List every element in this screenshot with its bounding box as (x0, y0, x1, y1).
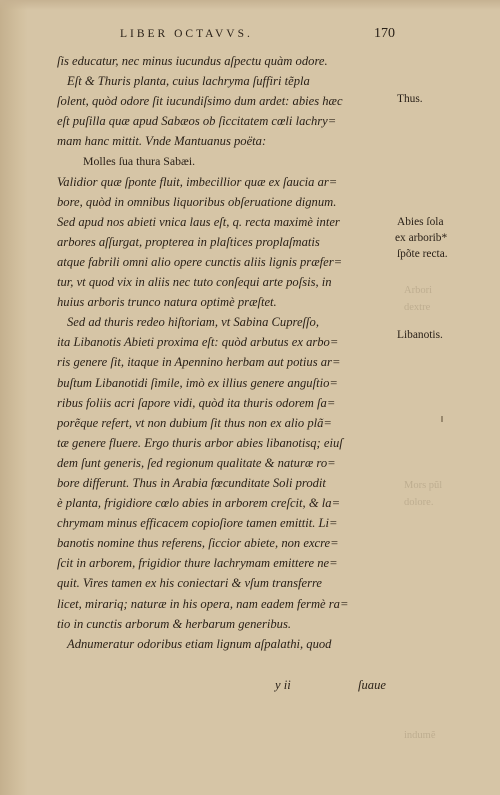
text-line: tio in cunctis arborum & herbarum generibus. (57, 616, 292, 631)
text-line: eſt puſilla quæ apud Sabæos ob ſiccitatem cœli lachry= (57, 114, 337, 129)
text-line: tur, vt quod vix in aliis nec tuto conſequi arte poſsis, in (57, 275, 332, 290)
verse-quotation: Molles ſua thura Sabæi. (83, 154, 196, 169)
running-title: LIBER OCTAVVS. (120, 28, 253, 40)
text-line: Validior quæ ſponte fluit, imbecillior quæ ex ſaucia ar= (57, 174, 338, 189)
text-line: huius arboris trunco natura optimè præſtet. (57, 295, 277, 310)
text-line: Adnumeratur odoribus etiam lignum aſpalathi, quod (67, 636, 332, 651)
text-line: Sed ad thuris redeo hiſtoriam, vt Sabina Cupreſſo, (67, 315, 319, 330)
text-line: chrymam minus efficacem copioſiore tamen emittit. Li= (57, 516, 338, 531)
text-line: bore differunt. Thus in Arabia fœcunditate Soli prodit (57, 475, 326, 490)
text-line: atque fabrili omni alio opere cunctis aliis lignis præfer= (57, 254, 343, 269)
signature-mark: y ii (275, 678, 291, 692)
text-line: arbores aſſurgat, propterea in plaſtices proplaſmatis (57, 234, 320, 249)
ink-mark (441, 416, 443, 422)
text-line: ita Libanotis Abieti proxima eſt: quòd arbutus ex arbo= (57, 335, 339, 350)
text-line: Eſt & Thuris planta, cuius lachryma ſuffiri tẽpla (67, 74, 310, 89)
text-line: ris genere ſit, itaque in Apennino herbam aut potius ar= (57, 355, 341, 370)
page-number: 170 (374, 26, 395, 41)
text-line: ſolent, quòd odore ſit iucundiſsimo dum ardet: abies hæc (57, 94, 343, 109)
text-line: ſcit in arborem, frigidior thure lachrymam emittere ne= (57, 556, 338, 571)
page-header (0, 28, 500, 44)
catchword: ſuaue (358, 678, 386, 692)
text-line: quit. Vires tamen ex his coniectari & vſum transferre (57, 576, 323, 591)
margin-note-libanotis: Libanotis. (397, 329, 443, 341)
text-line: ribus foliis acri ſapore vidi, quòd ita thuris odorem ſa= (57, 395, 336, 410)
text-line: banotis nomine thus referens, ſiccior abiete, non excre= (57, 536, 339, 551)
margin-note-abies: Abies ſola (397, 216, 444, 228)
text-line: bore, quòd in omnibus liquoribus obſeruatione dignum. (57, 194, 337, 209)
text-line: è planta, frigidiore cœlo abies in arborem creſcit, & la= (57, 496, 341, 511)
margin-note-abies: ſpõte recta. (397, 248, 448, 260)
text-line: licet, mirariq; naturæ in his opera, nam eadem fermè ra= (57, 596, 349, 611)
book-page: LIBER OCTAVVS. 170 ſis educatur, nec minus iucundus aſpectu quàm odore. Eſt & Thuris planta, cuius lachryma ſuffiri tẽpla ſolent, quòd odore ſit iucundiſsimo dum ardet: abies hæc eſt puſilla quæ apud Sabæos ob ſiccitatem cœli lachry= mam hanc mittit. Vnde Mantuanus poëta: Molles ſua thura Sabæi. Validior quæ ſponte fluit, imbecillior quæ ex ſaucia ar= bore, quòd in omnibus liquoribus obſeruatione dignum. Sed apud nos abieti vnica laus eſt, q. recta maximè inter arbores aſſurgat, propterea in plaſtices proplaſmatis atque fabrili omni alio opere cunctis aliis lignis præfer= tur, vt quod vix in aliis nec tuto conſequi arte poſsis, in huius arboris trunco natura optimè præſtet. Sed ad thuris redeo hiſtoriam, vt Sabina Cupreſſo, ita Libanotis Abieti proxima eſt: quòd arbutus ex arbo= ris genere ſit, itaque in Apennino herbam aut potius ar= buſtum Libanotidi ſimile, imò ex illius genere anguſtio= ribus foliis acri ſapore vidi, quòd ita thuris odorem ſa= porẽque refert, vt non dubium ſit thus non ex alio plã= tæ genere fluere. Ergo thuris arbor abies libanotisq; eiuſ dem ſunt generis, ſed regionum qualitate & naturæ ro= bore differunt. Thus in Arabia fœcunditate Soli prodit è planta, frigidiore cœlo abies in arborem creſcit, & la= chrymam minus efficacem copioſiore tamen emittit. Li= banotis nomine thus referens, ſiccior abiete, non excre= ſcit in arborem, frigidior thure lachrymam emittere ne= quit. Vires tamen ex his coniectari & vſum transferre licet, mirariq; naturæ in his opera, nam eadem fermè ra= tio in cunctis arborum & herbarum generibus. Adnumeratur odoribus etiam lignum aſpalathi, quod Thus. Abies ſola ex arborib* ſpõte recta. Libanotis. Arbori dextre Mors pũl dolore. indumẽ y ii ſuaue (0, 0, 500, 795)
text-line: buſtum Libanotidi ſimile, imò ex illius genere anguſtio= (57, 375, 338, 390)
text-line: porẽque refert, vt non dubium ſit thus non ex alio plã= (57, 415, 332, 430)
page-footer (0, 678, 500, 698)
margin-note-abies: ex arborib* (395, 232, 448, 244)
body-text (57, 51, 395, 654)
text-line: dem ſunt generis, ſed regionum qualitate & naturæ ro= (57, 455, 336, 470)
text-line: Sed apud nos abieti vnica laus eſt, q. recta maximè inter (57, 214, 340, 229)
text-line: tæ genere fluere. Ergo thuris arbor abies libanotisq; eiuſ (57, 435, 343, 450)
text-line: ſis educatur, nec minus iucundus aſpectu quàm odore. (57, 54, 328, 68)
text-line: mam hanc mittit. Vnde Mantuanus poëta: (57, 134, 267, 149)
margin-note-thus: Thus. (397, 93, 423, 105)
